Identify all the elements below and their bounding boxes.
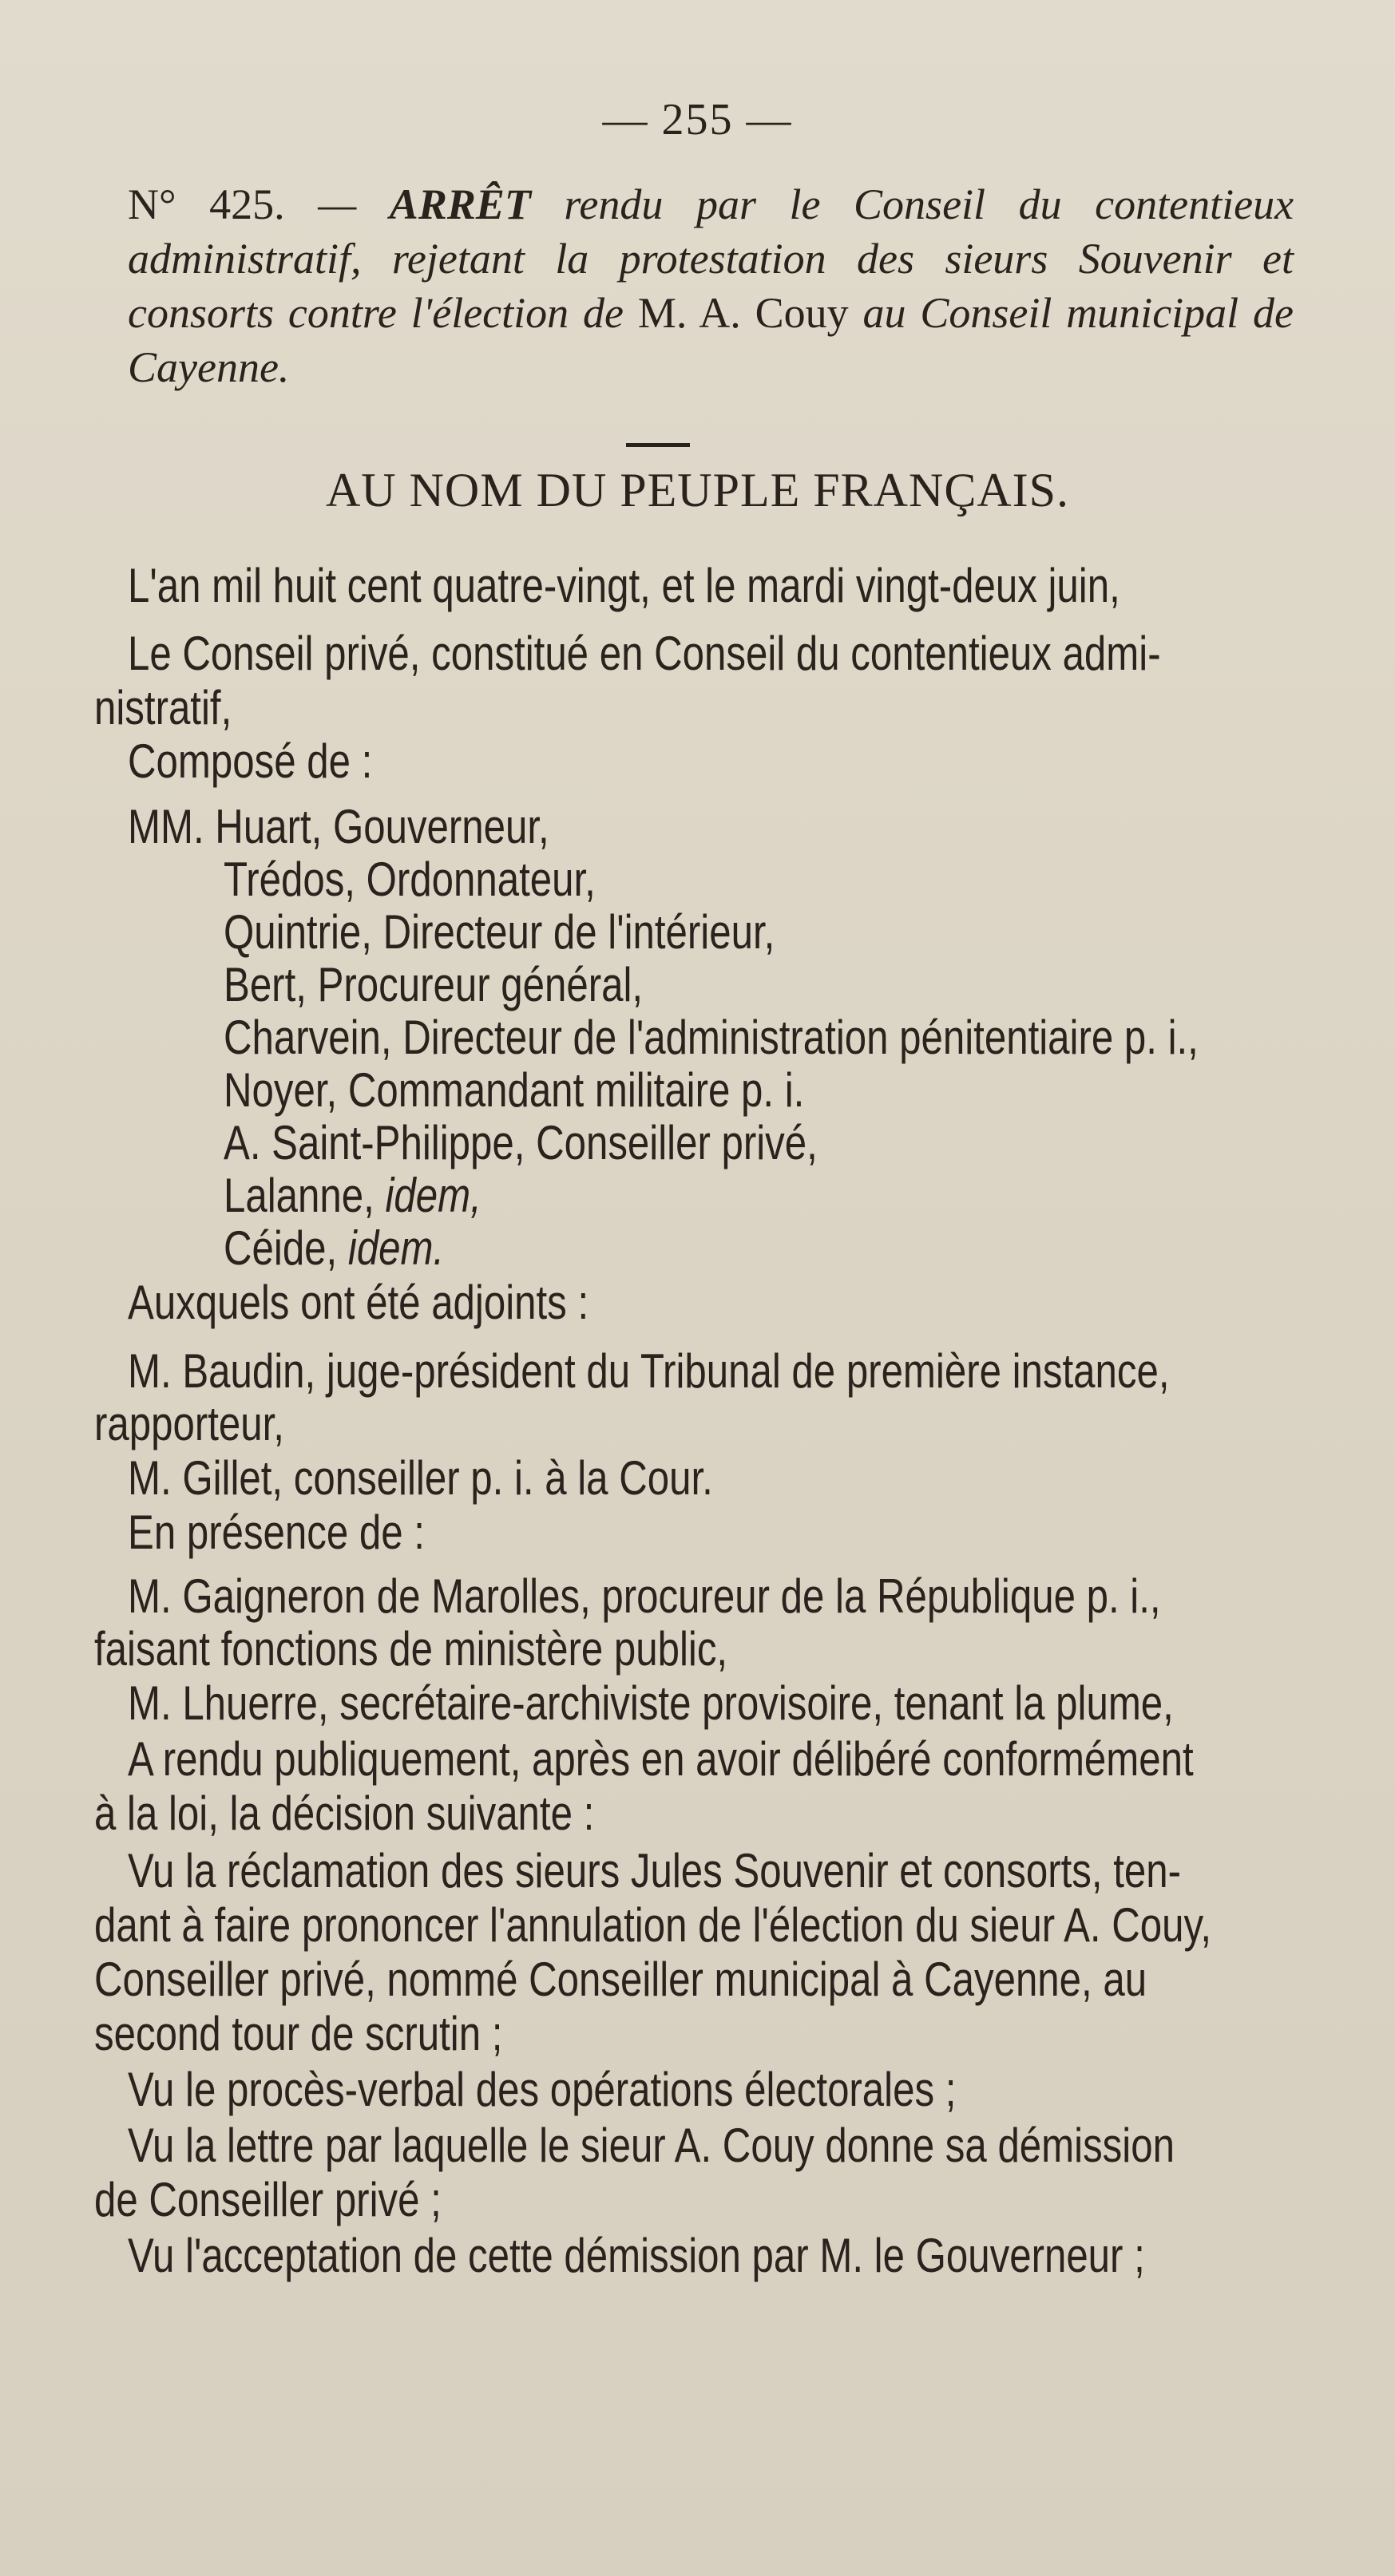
text-line: Trédos, Ordonnateur, [224,853,596,906]
text-line: L'an mil huit cent quatre-vingt, et le mardi vingt-deux juin, [128,559,1120,612]
text-line-with-idem [224,1221,444,1276]
text-line: M. Gillet, conseiller p. i. à la Cour. [128,1451,713,1505]
text-line: faisant fonctions de ministère public, [94,1622,728,1676]
text-line: Le Conseil privé, constitué en Conseil du contentieux admi- [128,627,1161,680]
text-line: Vu le procès-verbal des opérations électorales ; [128,2063,957,2116]
text-line: Composé de : [128,734,373,788]
heading-text-end: au Conseil municipal de Cayenne. [128,289,1294,391]
text-line: Bert, Procureur général, [224,958,644,1011]
text-line: M. Lhuerre, secrétaire-archiviste provisoire, tenant la plume, [128,1676,1174,1730]
idem-word: idem. [347,1221,445,1275]
formula-title: AU NOM DU PEUPLE FRANÇAIS. [325,464,1070,516]
decision-number: N° 425. [128,180,285,228]
text-line: rapporteur, [94,1397,284,1450]
text-line: M. Baudin, juge-président du Tribunal de première instance, [128,1344,1170,1398]
text-line: Auxquels ont été adjoints : [128,1276,589,1329]
text-line: à la loi, la décision suivante : [94,1787,595,1840]
decision-heading [128,177,1294,394]
text-line: Vu la lettre par laquelle le sieur A. Couy donne sa démission [128,2119,1175,2172]
text-line: A. Saint-Philippe, Conseiller privé, [224,1116,818,1169]
text-line: Vu la réclamation des sieurs Jules Souvenir et consorts, ten- [128,1844,1182,1897]
heading-name: M. A. Couy [637,289,849,337]
text-line: Charvein, Directeur de l'administration pénitentiaire p. i., [224,1011,1199,1064]
text-line: second tour de scrutin ; [94,2007,503,2060]
heading-dash: — [318,180,357,228]
text-line: dant à faire prononcer l'annulation de l'élection du sieur A. Couy, [94,1898,1212,1952]
text-line: Quintrie, Directeur de l'intérieur, [224,905,775,959]
heading-text: rendu par le Conseil du contentieux administratif, rejetant la protestation des sieurs Souvenir et consorts contre l'élection de [128,180,1294,337]
idem-word: idem, [385,1169,482,1222]
text-line: A rendu publiquement, après en avoir délibéré conformément [128,1732,1194,1786]
text-line: En présence de : [128,1506,425,1559]
text-line: M. Gaigneron de Marolles, procureur de la République p. i., [128,1569,1161,1623]
member-name: Lalanne, [224,1169,386,1222]
text-line: Vu l'acceptation de cette démission par M. le Gouverneur ; [128,2229,1145,2282]
text-line: MM. Huart, Gouverneur, [128,800,549,853]
page-number: — 255 — [602,95,793,144]
text-line-with-idem [224,1169,482,1223]
text-line: Noyer, Commandant militaire p. i. [224,1063,805,1117]
heading-title-word: ARRÊT [389,180,531,228]
text-line: Conseiller privé, nommé Conseiller municipal à Cayenne, au [94,1953,1147,2006]
member-name: Céide, [224,1221,348,1275]
text-line: de Conseiller privé ; [94,2173,442,2226]
text-line: nistratif, [94,681,232,734]
separator-rule [626,443,690,447]
